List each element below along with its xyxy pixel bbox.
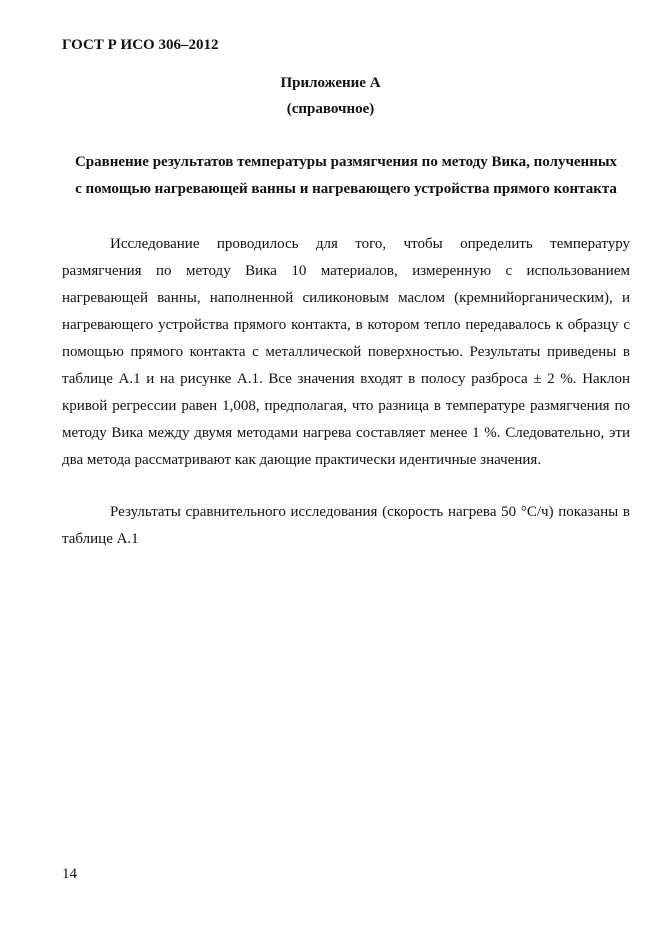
annex-type: (справочное) xyxy=(286,101,375,117)
page-number: 14 xyxy=(62,866,77,882)
body-paragraph-1 xyxy=(62,231,630,474)
section-heading-line-2: с помощью нагревающей ванны и нагревающего устройства прямого контакта xyxy=(75,181,617,197)
paragraph-1-text: Исследование проводилось для того, чтобы определить температуру размягчения по методу Вика 10 материалов, измеренную с использованием нагревающей ванны, наполненной силиконовым маслом (кремнийорганическим), и нагревающего устройства прямого контакта, в котором тепло передавалось к образцу с помощью прямого контакта с металлической поверхностью. Результаты приведены в таблице А.1 и на рисунке А.1. Все значения входят в полосу разброса ± 2 %. Наклон кривой регрессии равен 1,008, предполагая, что разница в температуре размягчения по методу Вика между двумя методами нагрева составляет менее 1 %. Следовательно, эти два метода рассматривают как дающие практически идентичные значения. xyxy=(62,236,630,468)
paragraph-2-text: Результаты сравнительного исследования (скорость нагрева 50 °С/ч) показаны в таблице А.1 xyxy=(62,504,630,547)
body-paragraph-2 xyxy=(62,499,630,553)
section-heading-line-1: Сравнение результатов температуры размягчения по методу Вика, полученных xyxy=(74,154,618,170)
standard-designation: ГОСТ Р ИСО 306–2012 xyxy=(62,37,219,53)
annex-title: Приложение А xyxy=(280,75,381,91)
section-heading xyxy=(62,149,630,203)
